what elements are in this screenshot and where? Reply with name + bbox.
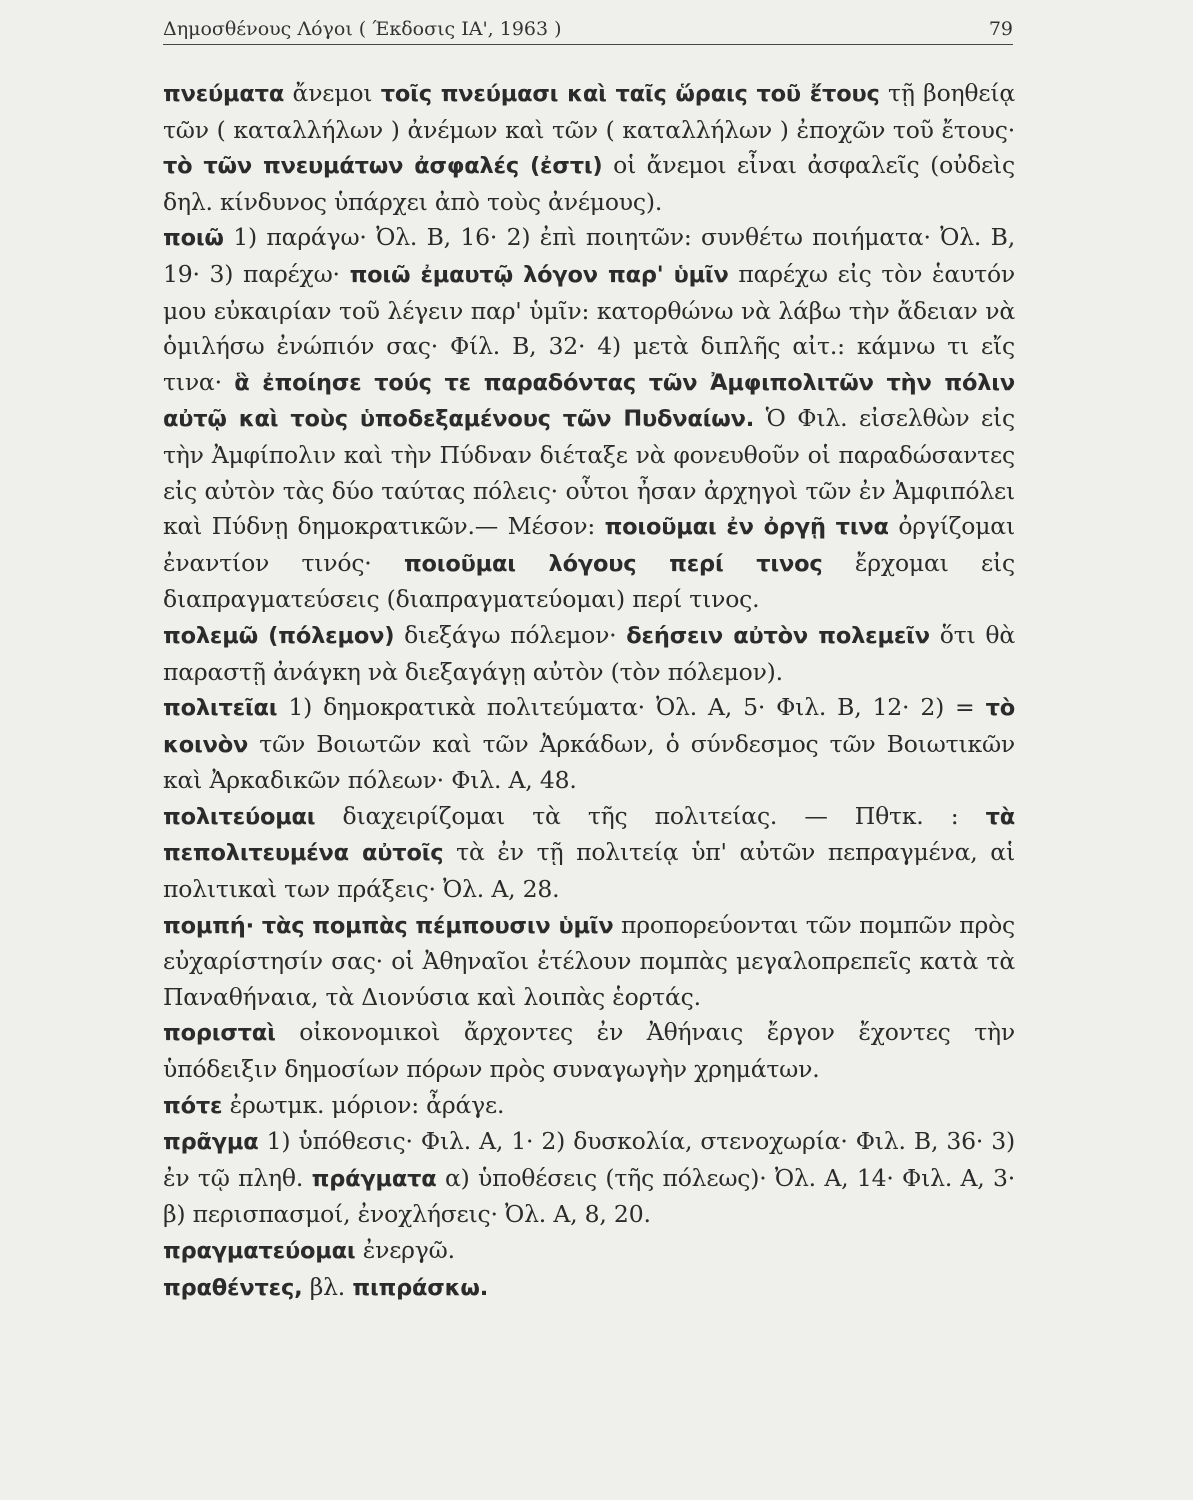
entry-text: ἔρχομαι εἰς διαπραγματεύσεις (διαπραγματεύομαι) περί τινος. — [163, 548, 1015, 614]
entry-term: πομπή· τὰς πομπὰς πέμπουσιν ὑμῖν — [163, 912, 614, 939]
entry-text: οἰκονομικοὶ ἄρχοντες ἐν Ἀθήναις ἔργον ἔχοντες τὴν ὑπόδειξιν δημοσίων πόρων πρὸς συναγωγὴν χρημάτων. — [163, 1018, 1015, 1084]
entry-term: πότε — [163, 1092, 223, 1119]
entry-term: ποιῶ ἐμαυτῷ λόγον παρ' ὑμῖν — [349, 261, 729, 288]
entry-text: διαχειρίζομαι τὰ τῆς πολιτείας. — Πθτκ. : — [315, 801, 986, 830]
glossary-entry — [163, 1270, 1015, 1307]
glossary-entry — [163, 1124, 1015, 1233]
entry-text: ἐνεργῶ. — [355, 1236, 455, 1264]
entry-term: ποιῶ — [163, 225, 224, 252]
entry-term: τὸ κοινὸν — [163, 695, 1015, 758]
glossary-entry — [163, 76, 1015, 220]
entry-text: ὀργίζομαι ἐναντίον τινός· — [163, 512, 1015, 577]
entry-term: τὸ τῶν πνευμάτων ἀσφαλές (ἐστι) — [163, 153, 603, 180]
glossary-entry — [163, 908, 1015, 1016]
entry-text: τῶν Βοιωτῶν καὶ τῶν Ἀρκάδων, ὁ σύνδεσμος τῶν Βοιωτικῶν καὶ Ἀρκαδικῶν πόλεων· Φιλ. Α, 48. — [163, 729, 1015, 795]
entry-term: πολεμῶ (πόλεμον) — [163, 622, 395, 649]
entry-term: ποιοῦμαι ἐν ὀργῇ τινα — [604, 514, 889, 541]
entry-term: πράγματα — [311, 1165, 437, 1192]
glossary-body — [163, 76, 1015, 1306]
entry-text: τῇ βοηθείᾳ τῶν ( καταλλήλων ) ἀνέμων καὶ τῶν ( καταλλήλων ) ἐποχῶν τοῦ ἔτους· — [163, 79, 1016, 144]
entry-term: πρᾶγμα — [163, 1129, 259, 1156]
entry-term: δεήσειν αὐτὸν πολεμεῖν — [626, 622, 930, 649]
entry-text: 1) ὑπόθεσις· Φιλ. Α, 1· 2) δυσκολία, στενοχωρία· Φιλ. Β, 36· 3) ἐν τῷ πληθ. — [163, 1127, 1015, 1192]
entry-term: τὰ πεπολιτευμένα αὐτοῖς — [163, 803, 1015, 867]
glossary-entry — [163, 220, 1015, 618]
running-header — [163, 18, 1013, 45]
entry-term: πιπράσκω. — [352, 1274, 489, 1301]
entry-term: πολιτεῖαι — [163, 695, 278, 722]
glossary-entry — [163, 690, 1015, 799]
entry-text: τὰ ἐν τῇ πολιτείᾳ ὑπ' αὐτῶν πεπραγμένα, αἱ πολιτικαὶ των πράξεις· Ὀλ. Α, 28. — [163, 838, 1015, 904]
glossary-entry — [163, 1015, 1015, 1087]
entry-term: πορισταὶ — [163, 1020, 276, 1047]
entry-text: Ὁ Φιλ. εἰσελθὼν εἰς τὴν Ἀμφίπολιν καὶ τὴν Πύδναν διέταξε νὰ φονευθοῦν οἱ παραδώσαντες εἰς αὐτὸν τὰς δύο ταύτας πόλεις· οὗτοι ἦσαν ἀρχηγοὶ τῶν ἐν Ἀμφιπόλει καὶ Πύδνῃ δημοκρατικῶν.— Μέσον: — [163, 404, 1015, 541]
entry-text: βλ. — [302, 1272, 353, 1301]
entry-text: 1) παράγω· Ὀλ. Β, 16· 2) ἐπὶ ποιητῶν: συνθέτω ποιήματα· Ὀλ. Β, 19· 3) παρέχω· — [163, 223, 1015, 288]
entry-text: α) ὑποθέσεις (τῆς πόλεως)· Ὀλ. Α, 14· Φιλ. Α, 3· β) περισπασμοί, ἐνοχλήσεις· Ὀλ. Α, 8, 20. — [163, 1163, 1016, 1229]
entry-text: παρέχω εἰς τὸν ἑαυτόν μου εὐκαιρίαν τοῦ λέγειν παρ' ὑμῖν: κατορθώνω νὰ λάβω τὴν ἄδειαν νὰ ὁμιλήσω ἐνώπιόν σας· Φίλ. Β, 32· 4) μετὰ διπλῆς αἰτ.: κάμνω τι εἴς τινα· — [163, 259, 1015, 396]
entry-text: ὅτι θὰ παραστῇ ἀνάγκη νὰ διεξαγάγῃ αὐτὸν (τὸν πόλεμον). — [163, 620, 1015, 686]
page-number: 79 — [988, 18, 1013, 40]
entry-term: ἃ ἐποίησε τούς τε παραδόντας τῶν Ἀμφιπολιτῶν τὴν πόλιν αὐτῷ καὶ τοὺς ὑποδεξαμένους τῶν Πυδναίων. — [163, 369, 1015, 433]
entry-term: ποιοῦμαι λόγους περί τινος — [403, 550, 823, 577]
entry-text: διεξάγω πόλεμον· — [394, 620, 627, 649]
glossary-entry — [163, 1233, 1015, 1270]
entry-term: πνεύματα — [163, 81, 285, 107]
entry-term: πραγματεύομαι — [163, 1238, 356, 1264]
running-title: Δημοσθένους Λόγοι ( Έκδοσις ΙΑ', 1963 ) — [163, 18, 562, 40]
entry-term: πραθέντες, — [163, 1274, 303, 1301]
entry-term: πολιτεύομαι — [163, 803, 316, 830]
entry-term: τοῖς πνεύμασι καὶ ταῖς ὥραις τοῦ ἔτους — [380, 81, 880, 107]
entry-text: ἄνεμοι — [284, 79, 381, 107]
entry-text: οἱ ἄνεμοι εἶναι ἀσφαλεῖς (οὐδεὶς δηλ. κίνδυνος ὑπάρχει ἀπὸ τοὺς ἀνέμους). — [163, 151, 1015, 216]
entry-text: 1) δημοκρατικὰ πολιτεύματα· Ὀλ. Α, 5· Φιλ. Β, 12· 2) = — [277, 693, 986, 722]
entry-text: ἐρωτμκ. μόριον: ἆράγε. — [222, 1090, 505, 1119]
entry-text: προπορεύονται τῶν πομπῶν πρὸς εὐχαρίστησίν σας· οἱ Ἀθηναῖοι ἐτέλουν πομπὰς μεγαλοπρεπεῖς κατὰ τὰ Παναθήναια, τὰ Διονύσια καὶ λοιπὰς ἑορτάς. — [163, 910, 1015, 1011]
glossary-entry — [163, 618, 1015, 690]
glossary-entry — [163, 1088, 1015, 1125]
glossary-entry — [163, 799, 1015, 908]
